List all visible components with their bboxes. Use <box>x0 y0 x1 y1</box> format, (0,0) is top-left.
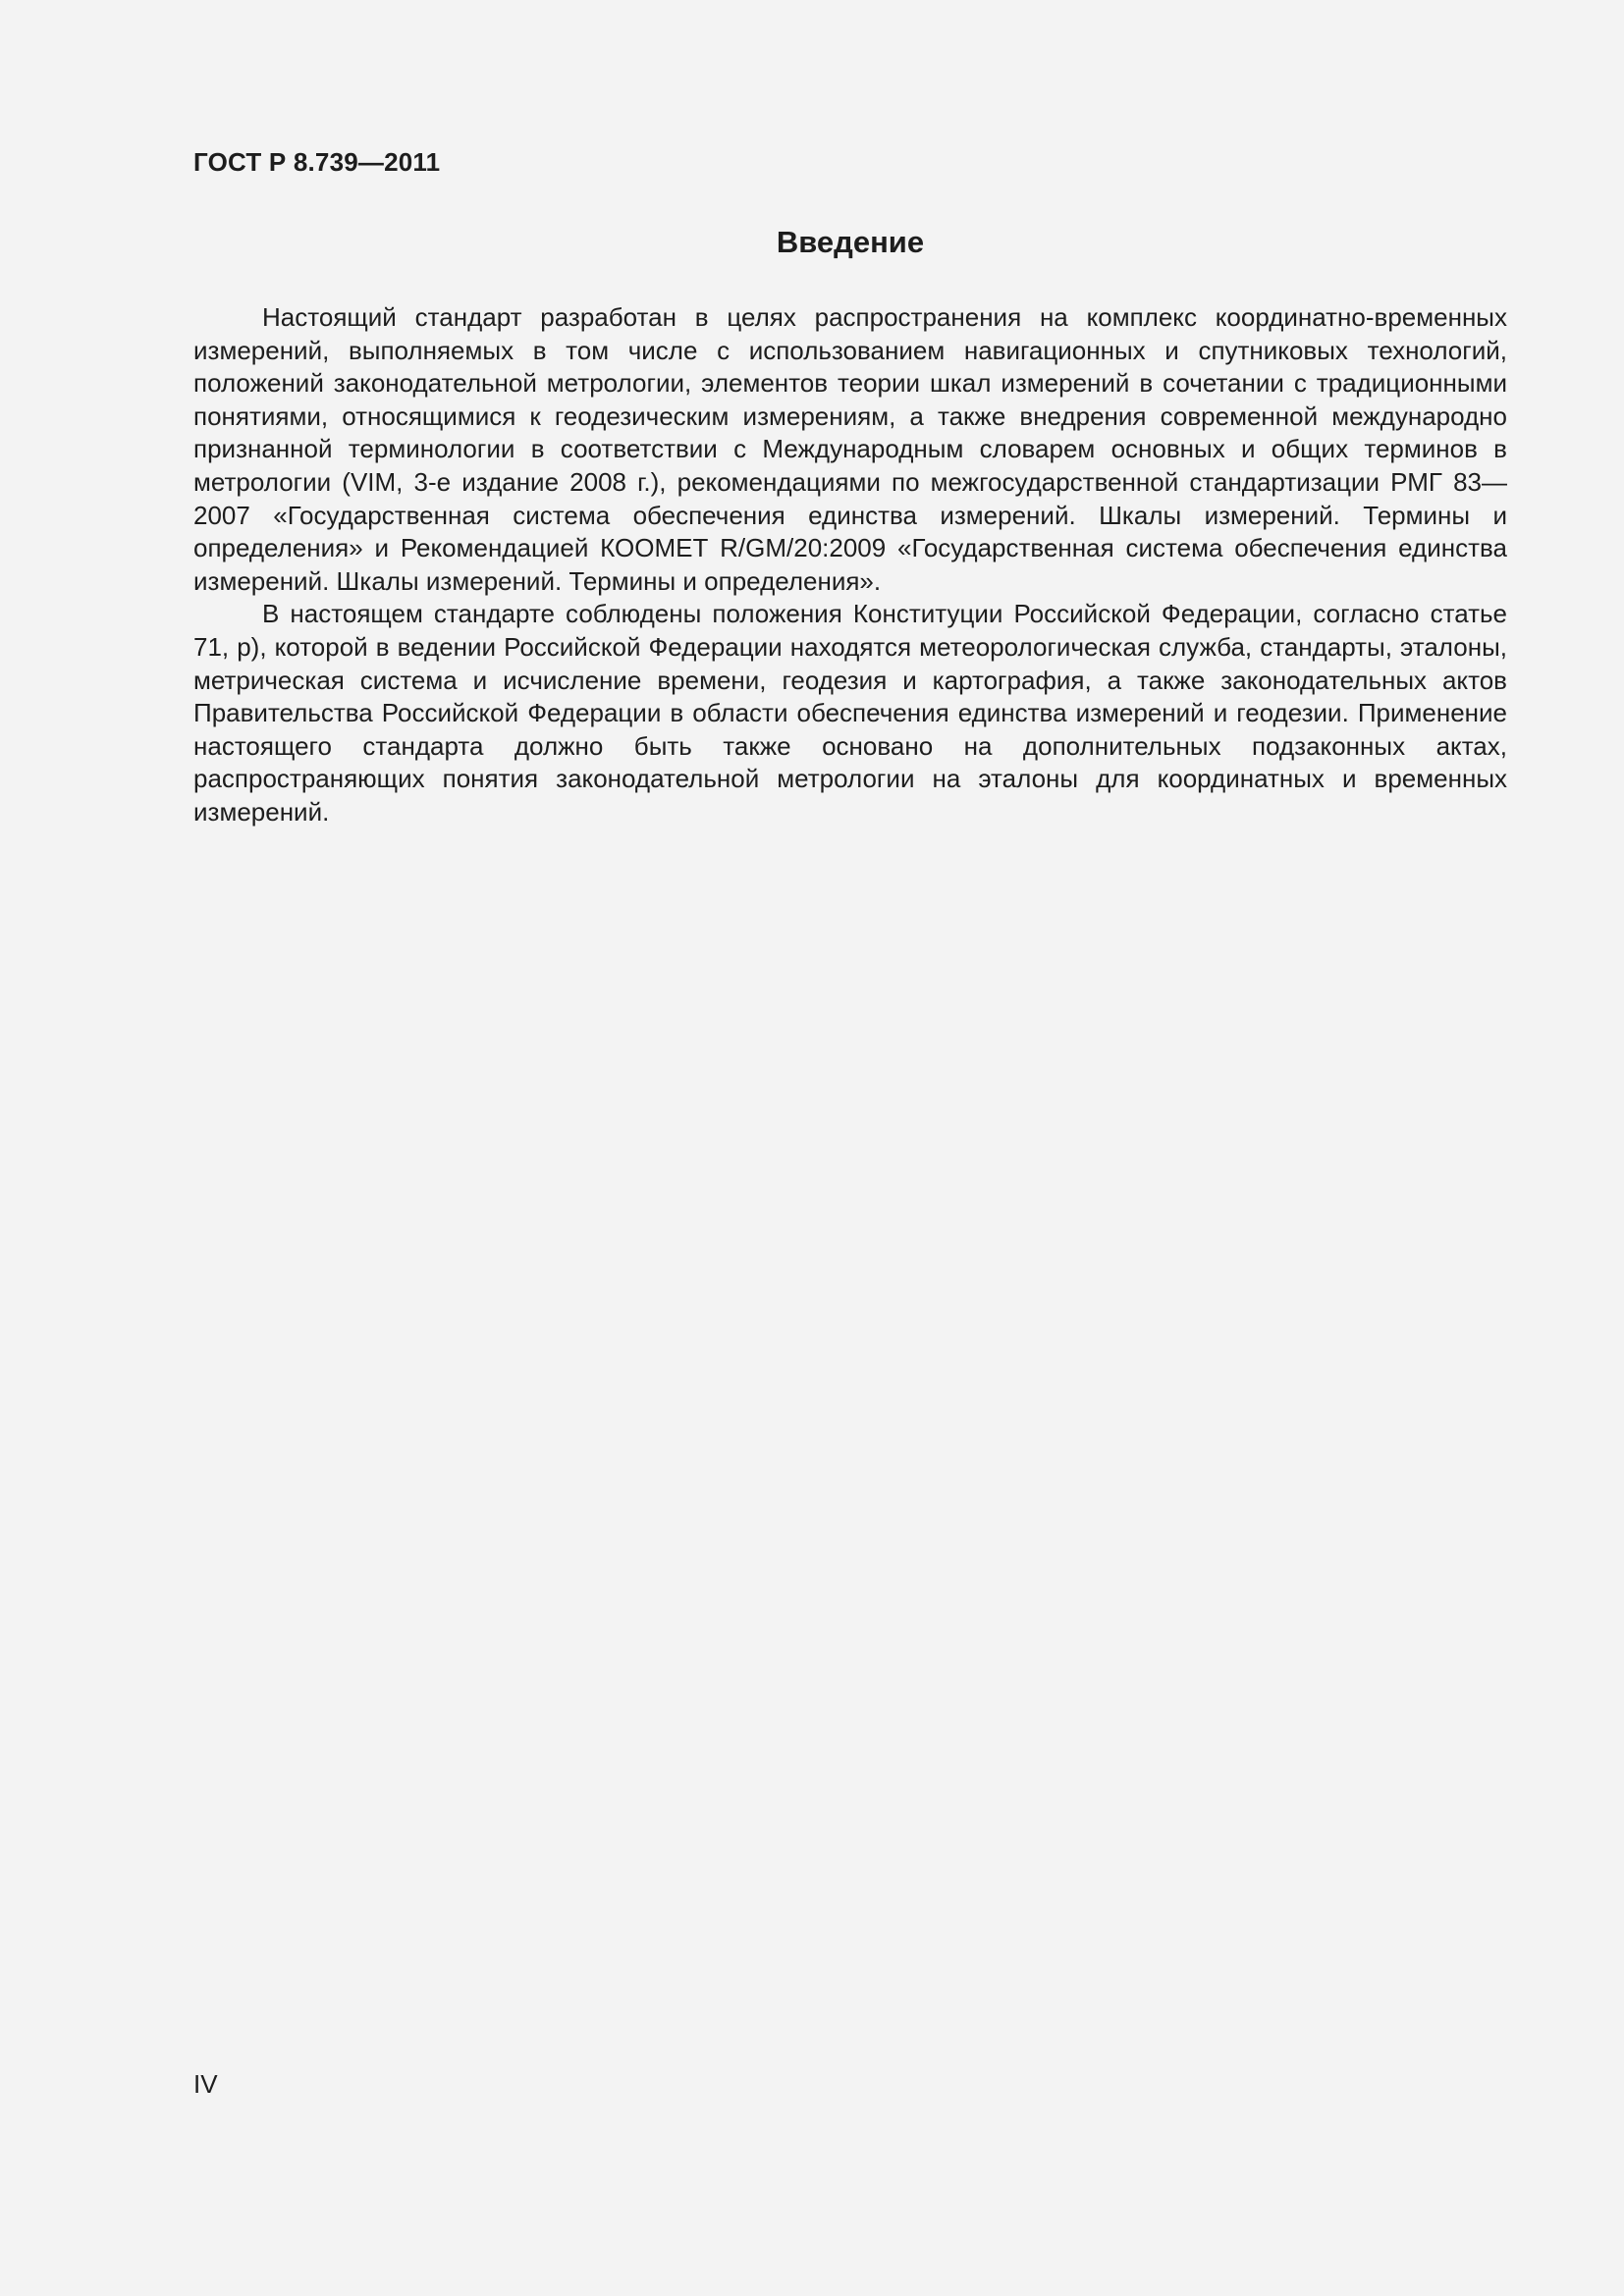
paragraph: В настоящем стандарте соблюдены положения Конституции Российской Федерации, согласно статье 71, р), которой в ведении Российской Федерации находятся метеорологическая служба, стандарты, эталоны, метрическая система и исчисление времени, геодезия и картография, а также законодательных актов Правительства Российской Федерации в области обеспечения единства измерений и геодезии. Применение настоящего стандарта должно быть также основано на дополнительных подзаконных актах, распространяющих понятия законодательной метрологии на эталоны для координатных и временных измерений. <box>193 599 1507 827</box>
section-title: Введение <box>776 225 925 259</box>
document-code: ГОСТ Р 8.739—2011 <box>193 147 441 177</box>
page-number: IV <box>193 2069 218 2099</box>
section-body <box>193 301 1507 829</box>
paragraph: Настоящий стандарт разработан в целях распространения на комплекс координатно-временных измерений, выполняемых в том числе с использованием навигационных и спутниковых технологий, положений законодательной метрологии, элементов теории шкал измерений в сочетании с традиционными понятиями, относящимися к геодезическим измерениям, а также внедрения современной международно признанной терминологии в соответствии с Международным словарем основных и общих терминов в метрологии (VIM, 3-е издание 2008 г.), рекомендациями по межгосударственной стандартизации РМГ 83—2007 «Государственная система обеспечения единства измерений. Шкалы измерений. Термины и определения» и Рекомендацией КООМЕТ R/GM/20:2009 «Государственная система обеспечения единства измерений. Шкалы измерений. Термины и определения». <box>193 302 1507 596</box>
